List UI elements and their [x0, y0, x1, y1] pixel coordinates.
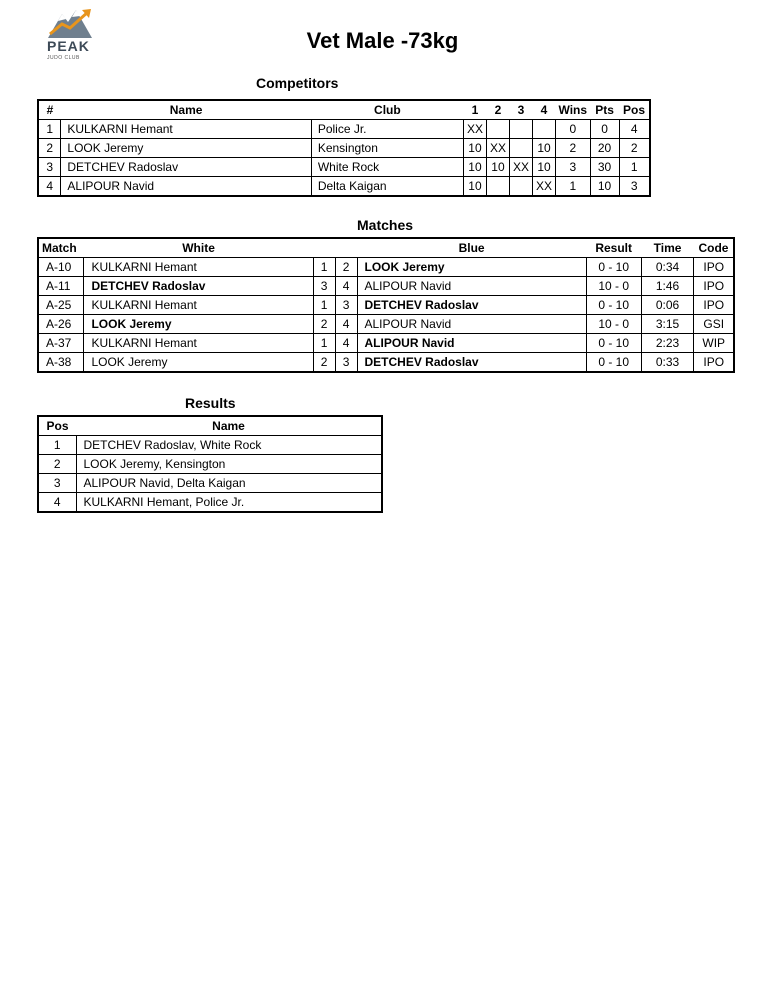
match-code-cell: GSI [694, 315, 734, 334]
match-blue-cell: ALIPOUR Navid [357, 334, 586, 353]
match-b-cell: 3 [335, 353, 357, 373]
competitor-cell [509, 139, 532, 158]
match-b-cell: 2 [335, 258, 357, 277]
results-heading: Results [185, 395, 236, 411]
match-result-cell: 10 - 0 [586, 315, 641, 334]
competitor-cell: 3 [619, 177, 650, 197]
competitor-row [38, 177, 650, 197]
match-time-cell: 1:46 [641, 277, 694, 296]
competitors-header-cell: 4 [540, 103, 548, 117]
logo-subtext: JUDO CLUB [47, 55, 80, 61]
matches-header-cell: Code [698, 241, 729, 255]
competitor-cell [532, 120, 555, 139]
matches-table [37, 237, 735, 373]
competitor-cell [486, 120, 509, 139]
match-w-cell: 1 [313, 258, 335, 277]
match-match-cell: A-25 [38, 296, 84, 315]
match-b-cell: 3 [335, 296, 357, 315]
match-row [38, 258, 734, 277]
results-table [37, 415, 383, 513]
competitor-cell: 3 [556, 158, 591, 177]
competitors-header-cell: Name [169, 103, 203, 117]
competitor-cell [509, 177, 532, 197]
competitor-cell: Delta Kaigan [311, 177, 463, 197]
competitor-cell: Police Jr. [311, 120, 463, 139]
competitor-cell: 4 [619, 120, 650, 139]
result-row [38, 493, 382, 513]
competitor-cell: 10 [532, 139, 555, 158]
competitor-row [38, 120, 650, 139]
competitor-cell: 2 [619, 139, 650, 158]
competitors-header-cell: Wins [558, 103, 588, 117]
competitor-cell: 4 [38, 177, 61, 197]
match-w-cell: 2 [313, 315, 335, 334]
match-white-cell: DETCHEV Radoslav [84, 277, 313, 296]
competitor-cell: 0 [556, 120, 591, 139]
matches-header-cell: Time [653, 241, 682, 255]
competitor-cell: XX [509, 158, 532, 177]
match-time-cell: 0:34 [641, 258, 694, 277]
competitor-cell: White Rock [311, 158, 463, 177]
match-w-cell: 1 [313, 296, 335, 315]
match-row [38, 315, 734, 334]
competitor-cell: 10 [532, 158, 555, 177]
match-match-cell: A-11 [38, 277, 84, 296]
competitors-header-cell: 3 [517, 103, 525, 117]
match-white-cell: KULKARNI Hemant [84, 296, 313, 315]
result-name-cell: LOOK Jeremy, Kensington [76, 455, 382, 474]
match-blue-cell: ALIPOUR Navid [357, 315, 586, 334]
competitors-header-cell: Pos [622, 103, 645, 117]
matches-header-cell: Blue [458, 241, 485, 255]
matches-header-cell: Match [42, 241, 77, 255]
match-blue-cell: DETCHEV Radoslav [357, 353, 586, 373]
matches-header-row [38, 238, 734, 258]
results-header-cell: Name [212, 419, 245, 433]
competitors-header-cell: 1 [471, 103, 479, 117]
match-white-cell: KULKARNI Hemant [84, 334, 313, 353]
match-w-cell: 2 [313, 353, 335, 373]
competitors-table [37, 99, 651, 197]
competitor-cell: XX [463, 120, 486, 139]
competitors-heading: Competitors [256, 75, 339, 91]
competitors-header-row [38, 100, 650, 120]
competitor-cell: KULKARNI Hemant [61, 120, 311, 139]
result-pos-cell: 3 [38, 474, 76, 493]
match-b-cell: 4 [335, 277, 357, 296]
competitor-cell: 10 [463, 139, 486, 158]
matches-heading: Matches [357, 217, 414, 233]
match-code-cell: IPO [694, 353, 734, 373]
logo-wordmark: PEAK [47, 38, 90, 54]
competitor-cell: 20 [590, 139, 619, 158]
result-row [38, 455, 382, 474]
competitor-cell: 3 [38, 158, 61, 177]
match-match-cell: A-10 [38, 258, 84, 277]
match-result-cell: 0 - 10 [586, 296, 641, 315]
result-pos-cell: 1 [38, 436, 76, 455]
competitor-row [38, 139, 650, 158]
match-time-cell: 0:33 [641, 353, 694, 373]
match-code-cell: WIP [694, 334, 734, 353]
match-time-cell: 0:06 [641, 296, 694, 315]
match-white-cell: KULKARNI Hemant [84, 258, 313, 277]
competitor-cell: Kensington [311, 139, 463, 158]
match-match-cell: A-37 [38, 334, 84, 353]
match-code-cell: IPO [694, 296, 734, 315]
competitor-cell: 10 [463, 158, 486, 177]
competitor-cell: 1 [556, 177, 591, 197]
match-b-cell: 4 [335, 315, 357, 334]
match-code-cell: IPO [694, 277, 734, 296]
result-name-cell: KULKARNI Hemant, Police Jr. [76, 493, 382, 513]
competitor-cell: 10 [590, 177, 619, 197]
competitor-cell: XX [532, 177, 555, 197]
match-blue-cell: DETCHEV Radoslav [357, 296, 586, 315]
match-w-cell: 3 [313, 277, 335, 296]
match-white-cell: LOOK Jeremy [84, 315, 313, 334]
competitors-header-cell: # [46, 103, 54, 117]
result-name-cell: DETCHEV Radoslav, White Rock [76, 436, 382, 455]
match-w-cell: 1 [313, 334, 335, 353]
match-time-cell: 3:15 [641, 315, 694, 334]
matches-header-cell [313, 238, 335, 258]
match-match-cell: A-26 [38, 315, 84, 334]
competitors-header-cell: 2 [494, 103, 502, 117]
result-name-cell: ALIPOUR Navid, Delta Kaigan [76, 474, 382, 493]
competitor-cell: DETCHEV Radoslav [61, 158, 311, 177]
match-result-cell: 0 - 10 [586, 334, 641, 353]
match-row [38, 334, 734, 353]
match-row [38, 296, 734, 315]
results-header-cell: Pos [46, 419, 69, 433]
match-match-cell: A-38 [38, 353, 84, 373]
competitor-cell: 10 [463, 177, 486, 197]
competitor-cell [486, 177, 509, 197]
result-pos-cell: 2 [38, 455, 76, 474]
competitor-cell: 1 [619, 158, 650, 177]
result-row [38, 436, 382, 455]
match-blue-cell: ALIPOUR Navid [357, 277, 586, 296]
matches-header-cell: Result [595, 241, 632, 255]
match-white-cell: LOOK Jeremy [84, 353, 313, 373]
competitor-cell: 1 [38, 120, 61, 139]
competitor-cell: 0 [590, 120, 619, 139]
competitor-cell: ALIPOUR Navid [61, 177, 311, 197]
competitors-header-cell: Pts [595, 103, 614, 117]
match-result-cell: 10 - 0 [586, 277, 641, 296]
results-header-row [38, 416, 382, 436]
match-time-cell: 2:23 [641, 334, 694, 353]
competitor-cell: 10 [486, 158, 509, 177]
competitor-cell [509, 120, 532, 139]
competitor-cell: LOOK Jeremy [61, 139, 311, 158]
competitor-cell: XX [486, 139, 509, 158]
match-row [38, 353, 734, 373]
competitor-cell: 30 [590, 158, 619, 177]
match-blue-cell: LOOK Jeremy [357, 258, 586, 277]
result-pos-cell: 4 [38, 493, 76, 513]
match-code-cell: IPO [694, 258, 734, 277]
competitor-row [38, 158, 650, 177]
competitors-header-cell: Club [374, 103, 401, 117]
matches-header-cell: White [182, 241, 215, 255]
match-row [38, 277, 734, 296]
competitor-cell: 2 [556, 139, 591, 158]
matches-header-cell [335, 238, 357, 258]
match-result-cell: 0 - 10 [586, 258, 641, 277]
match-b-cell: 4 [335, 334, 357, 353]
competitor-cell: 2 [38, 139, 61, 158]
match-result-cell: 0 - 10 [586, 353, 641, 373]
page-title: Vet Male -73kg [306, 28, 459, 53]
result-row [38, 474, 382, 493]
